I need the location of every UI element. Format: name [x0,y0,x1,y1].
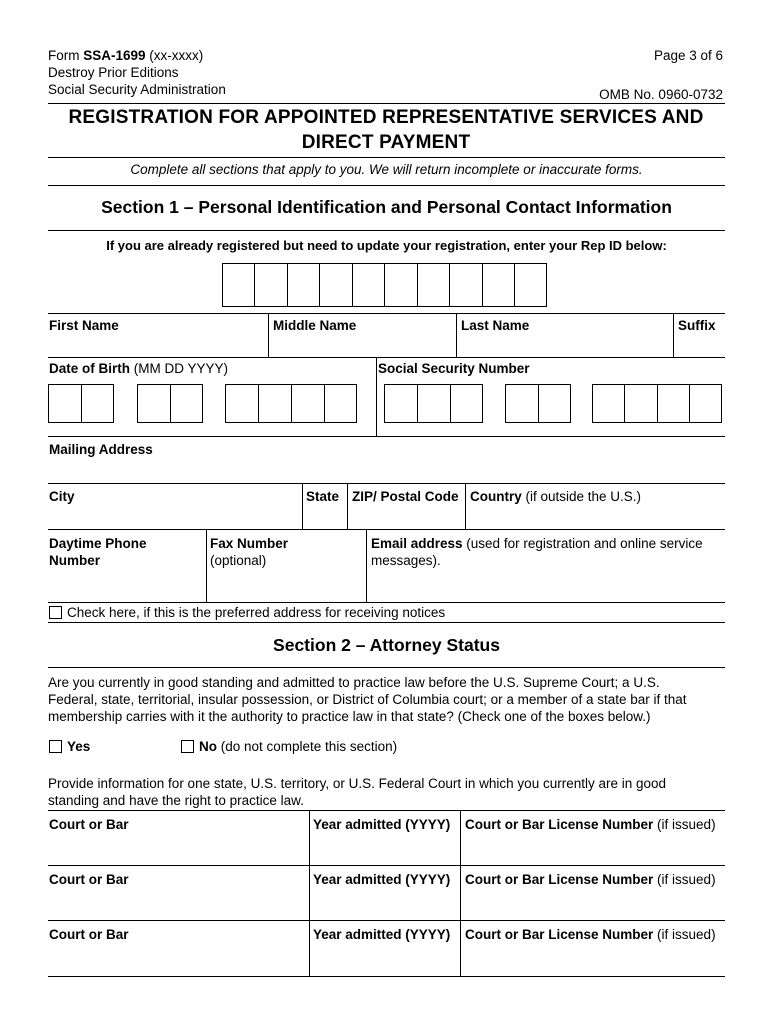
divider [206,529,207,602]
form-suffix: (xx-xxxx) [145,48,204,63]
no-label [199,738,397,755]
middle-name-field[interactable]: Middle Name [273,318,357,333]
divider [302,483,303,529]
form-title-line1: REGISTRATION FOR APPOINTED REPRESENTATIVE SERVICES AND [68,107,704,128]
yes-label: Yes [67,739,91,754]
divider [48,667,725,668]
year-admitted-field[interactable]: Year admitted (YYYY) [313,817,451,832]
divider [48,483,725,484]
cell-divider [258,384,259,423]
provide-info-line: standing and have the right to practice law. [48,793,304,808]
email-label: Email address [371,536,463,551]
divider [465,483,466,529]
divider [48,357,725,358]
first-name-field[interactable]: First Name [49,318,119,333]
attorney-question-line: Are you currently in good standing and admitted to practice law before the U.S. Supreme Court; a U.S. [48,675,660,690]
license-note: (if issued) [653,927,716,942]
divider [48,920,725,921]
suffix-field[interactable]: Suffix [678,318,716,333]
rep-id-prompt: If you are already registered but need to update your registration, enter your Rep ID below: [106,238,667,253]
rep-id-cell-divider [514,263,515,307]
email-note: (used for registration and online service [462,536,703,551]
form-number: SSA-1699 [83,48,146,63]
fax-note: (optional) [210,553,267,568]
country-note: (if outside the U.S.) [521,489,642,504]
country-field[interactable] [470,488,641,505]
preferred-address-checkbox[interactable] [49,606,62,619]
email-field[interactable] [371,535,723,569]
license-number-field[interactable] [465,871,716,888]
phone-label-line2: Number [49,553,101,568]
divider [48,313,725,314]
cell-divider [624,384,625,423]
rep-id-cell-divider [384,263,385,307]
phone-label-line1: Daytime Phone [49,536,147,551]
form-prefix: Form [48,48,84,63]
rep-id-cell-divider [352,263,353,307]
divider [366,529,367,602]
city-field[interactable]: City [49,489,75,504]
provide-info-line: Provide information for one state, U.S. territory, or U.S. Federal Court in which you currently are in good [48,776,667,791]
year-admitted-field[interactable]: Year admitted (YYYY) [313,872,451,887]
section2-heading: Section 2 – Attorney Status [273,635,500,655]
provide-info-text [48,775,728,809]
cell-divider [450,384,451,423]
mailing-address-field[interactable]: Mailing Address [49,442,153,457]
zip-field[interactable]: ZIP/ Postal Code [352,489,459,504]
phone-field[interactable] [49,535,147,569]
court-or-bar-field[interactable]: Court or Bar [49,927,129,942]
rep-id-cell-divider [417,263,418,307]
license-number-field[interactable] [465,816,716,833]
yes-checkbox[interactable] [49,740,62,753]
email-note-cont: messages). [371,553,441,568]
country-label: Country [470,489,522,504]
license-number-field[interactable] [465,926,716,943]
divider [376,357,377,436]
license-note: (if issued) [653,872,716,887]
rep-id-cell-divider [482,263,483,307]
divider [48,103,725,104]
destroy-prior-editions: Destroy Prior Editions [48,65,179,80]
cell-divider [324,384,325,423]
section1-heading: Section 1 – Personal Identification and Personal Contact Information [101,197,672,217]
no-checkbox[interactable] [181,740,194,753]
instructions: Complete all sections that apply to you. We will return incomplete or inaccurate forms. [130,162,643,177]
rep-id-cell-divider [319,263,320,307]
cell-divider [538,384,539,423]
divider [48,602,725,603]
divider [347,483,348,529]
divider [456,313,457,357]
page-number: Page 3 of 6 [653,48,723,63]
court-or-bar-field[interactable]: Court or Bar [49,817,129,832]
divider [48,622,725,623]
form-id-line [48,47,203,64]
cell-divider [170,384,171,423]
year-admitted-field[interactable]: Year admitted (YYYY) [313,927,451,942]
divider [48,865,725,866]
cell-divider [291,384,292,423]
fax-field[interactable] [210,535,288,569]
divider [48,810,725,811]
dob-label [49,360,228,377]
divider [309,810,310,977]
rep-id-cell-divider [254,263,255,307]
divider [48,230,725,231]
last-name-field[interactable]: Last Name [461,318,530,333]
no-note: (do not complete this section) [217,739,398,754]
attorney-question [48,674,728,725]
cell-divider [657,384,658,423]
ssn-label: Social Security Number [378,361,530,376]
divider [673,313,674,357]
license-label: Court or Bar License Number [465,872,654,887]
cell-divider [81,384,82,423]
divider [460,810,461,977]
license-note: (if issued) [653,817,716,832]
fax-label: Fax Number [210,536,289,551]
dob-label-text: Date of Birth [49,361,130,376]
state-field[interactable]: State [306,489,340,504]
cell-divider [417,384,418,423]
divider [48,529,725,530]
divider [48,436,725,437]
dob-format: (MM DD YYYY) [130,361,229,376]
court-or-bar-field[interactable]: Court or Bar [49,872,129,887]
attorney-question-line: Federal, state, territorial, insular possession, or District of Columbia court; or a member of a state bar if that [48,692,687,707]
form-title-line2: DIRECT PAYMENT [301,132,471,153]
preferred-address-label: Check here, if this is the preferred address for receiving notices [67,605,446,620]
omb-number: OMB No. 0960-0732 [599,87,723,102]
license-label: Court or Bar License Number [465,817,654,832]
rep-id-cell-divider [449,263,450,307]
rep-id-cell-divider [287,263,288,307]
no-label-text: No [199,739,217,754]
divider [48,185,725,186]
attorney-question-line: membership carries with it the authority to practice law in that state? (Check one of the boxes below.) [48,709,651,724]
license-label: Court or Bar License Number [465,927,654,942]
ssn-area-input[interactable] [384,384,483,423]
divider [48,157,725,158]
divider [48,976,725,977]
agency-name: Social Security Administration [48,82,226,97]
divider [268,313,269,357]
cell-divider [689,384,690,423]
